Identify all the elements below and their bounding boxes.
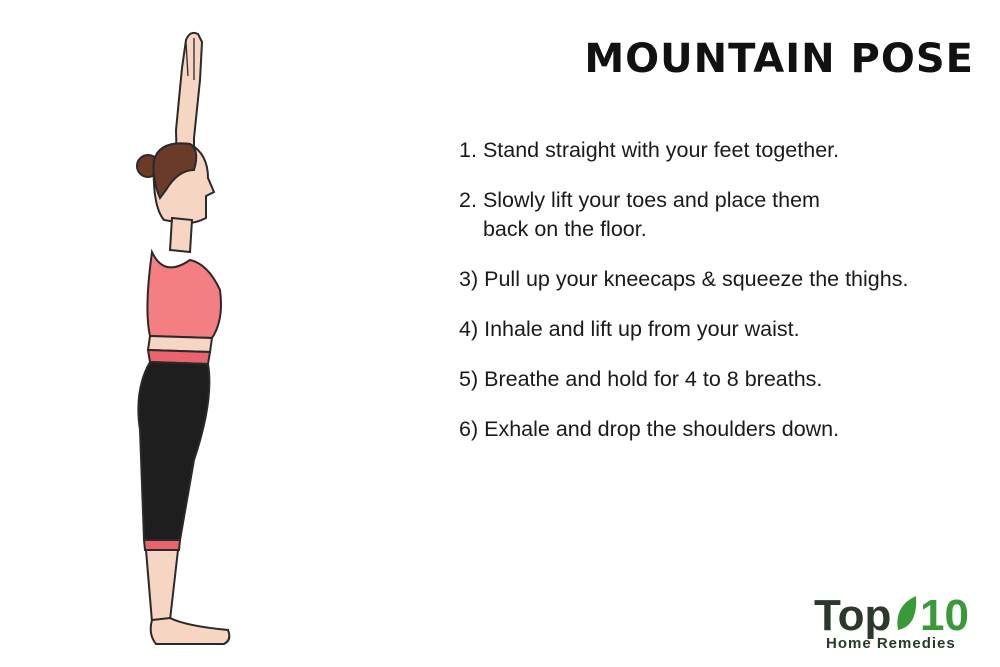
instruction-step	[459, 186, 989, 244]
step-number: 3)	[459, 267, 479, 291]
step-text: Slowly lift your toes and place them back on the floor.	[482, 188, 820, 241]
black-pants	[138, 362, 209, 540]
step-text: Pull up your kneecaps & squeeze the thighs.	[484, 267, 909, 291]
instruction-step	[459, 415, 989, 444]
step-number: 1.	[459, 138, 477, 162]
step-number: 5)	[459, 367, 479, 391]
step-number: 6)	[459, 417, 479, 441]
instruction-list	[459, 136, 989, 465]
step-text: Breathe and hold for 4 to 8 breaths.	[484, 367, 823, 391]
step-number: 4)	[459, 317, 479, 341]
step-text: Stand straight with your feet together.	[482, 138, 840, 162]
leaf-icon	[897, 596, 916, 630]
mountain-pose-illustration	[90, 20, 310, 660]
neck	[170, 218, 192, 252]
logo-top-text: Top	[814, 591, 892, 640]
logo-subtitle: Home Remedies	[826, 635, 956, 652]
top10-home-remedies-logo	[812, 586, 977, 654]
lower-legs	[146, 550, 178, 622]
pink-top	[147, 252, 221, 338]
step-text: Exhale and drop the shoulders down.	[484, 417, 840, 441]
step-number: 2.	[459, 188, 477, 212]
instruction-step	[459, 265, 989, 294]
instruction-step	[459, 365, 989, 394]
feet	[151, 618, 230, 644]
pant-cuff	[144, 540, 180, 550]
pose-title: MOUNTAIN POSE	[584, 36, 974, 82]
step-text: Inhale and lift up from your waist.	[484, 317, 800, 341]
logo-number: 10	[920, 591, 969, 640]
instruction-step	[459, 136, 989, 165]
instruction-step	[459, 315, 989, 344]
